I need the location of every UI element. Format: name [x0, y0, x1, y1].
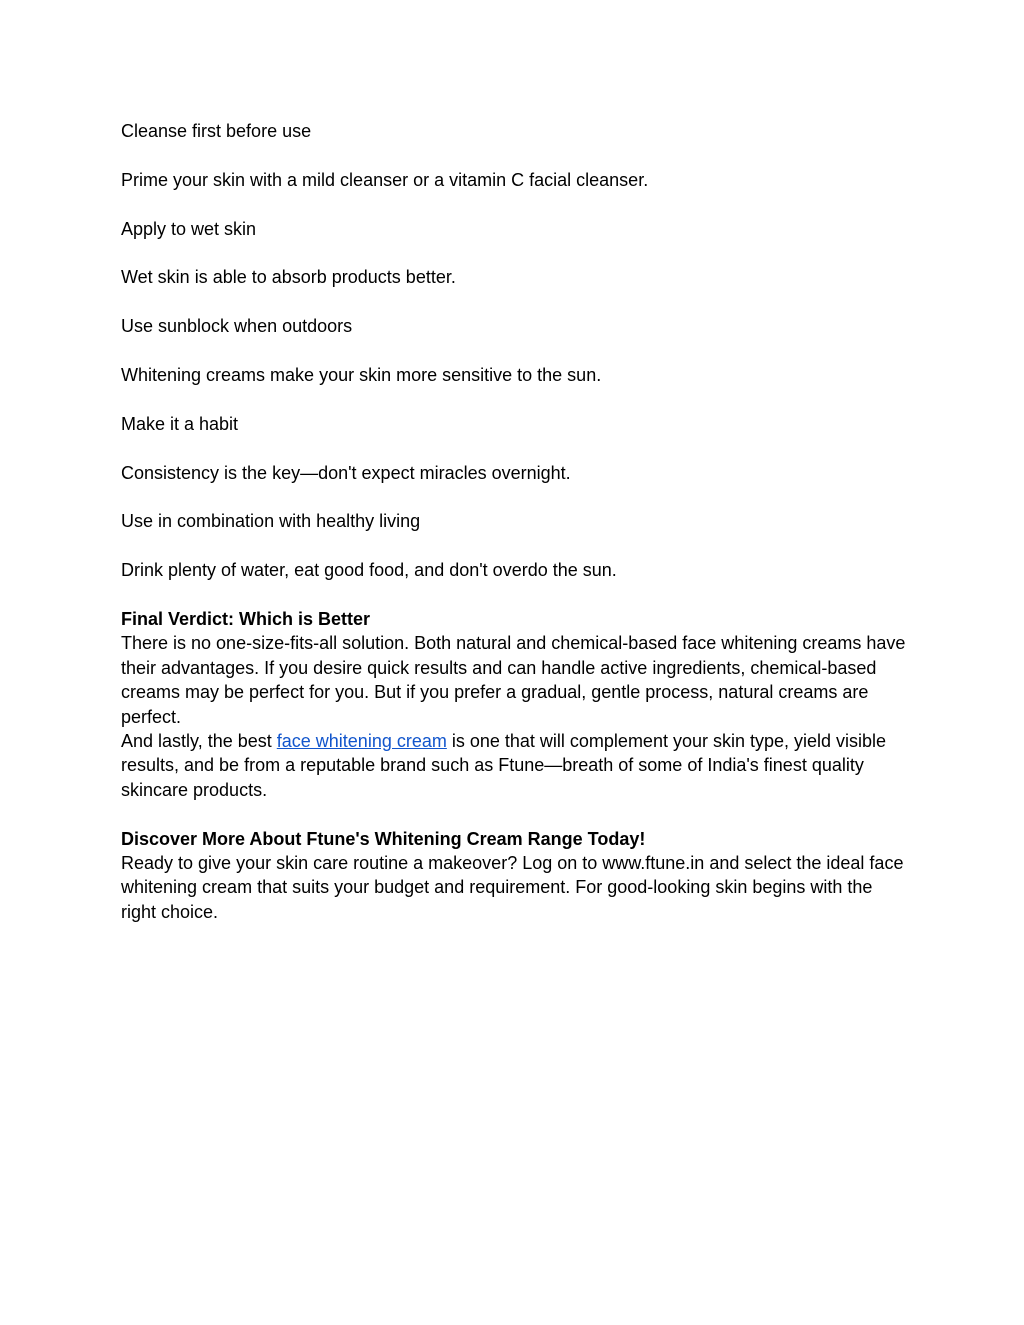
- tip-label-healthy-living: Use in combination with healthy living: [121, 511, 421, 532]
- discover-heading: Discover More About Ftune's Whitening Cream Range Today!: [121, 828, 646, 849]
- discover-paragraph: Ready to give your skin care routine a makeover? Log on to www.ftune.in and select the ideal face whitening cream that suits your budget and requirement. For good-looking skin begins with the right choice.: [121, 853, 904, 922]
- tip-label-habit: Make it a habit: [121, 413, 239, 434]
- tip-detail-habit: Consistency is the key—don't expect miracles overnight.: [121, 462, 571, 483]
- section-spacer: [121, 802, 911, 826]
- tip-label-sunblock: Use sunblock when outdoors: [121, 316, 353, 337]
- face-whitening-cream-link[interactable]: face whitening cream: [276, 731, 447, 751]
- final-verdict-closing-paragraph: [121, 729, 911, 802]
- discover-section: [121, 827, 911, 925]
- document-page: [121, 119, 911, 924]
- tip-detail-healthy-living: Drink plenty of water, eat good food, and don't overdo the sun.: [121, 560, 617, 581]
- tip-detail-wet-skin: Wet skin is able to absorb products better.: [121, 267, 456, 288]
- tip-label-cleanse: Cleanse first before use: [121, 121, 312, 141]
- tip-detail-sunblock: Whitening creams make your skin more sensitive to the sun.: [121, 364, 602, 385]
- final-verdict-paragraph: There is no one-size-fits-all solution. Both natural and chemical-based face whitening creams have their advantages. If you desire quick results and can handle active ingredients, chemical-based creams may be perfect for you. But if you prefer a gradual, gentle process, natural creams are perfect.: [121, 633, 906, 727]
- tip-detail-cleanse: Prime your skin with a mild cleanser or a vitamin C facial cleanser.: [121, 169, 649, 190]
- tip-label-wet-skin: Apply to wet skin: [121, 218, 257, 239]
- closing-text-before-link: And lastly, the best: [121, 731, 277, 751]
- final-verdict-heading: Final Verdict: Which is Better: [121, 608, 371, 629]
- final-verdict-section: [121, 607, 911, 802]
- closing-text-after-link: is one that will complement your skin type, yield visible results, and be from a reputable brand such as Ftune—breath of some of India's finest quality skincare products.: [121, 731, 887, 800]
